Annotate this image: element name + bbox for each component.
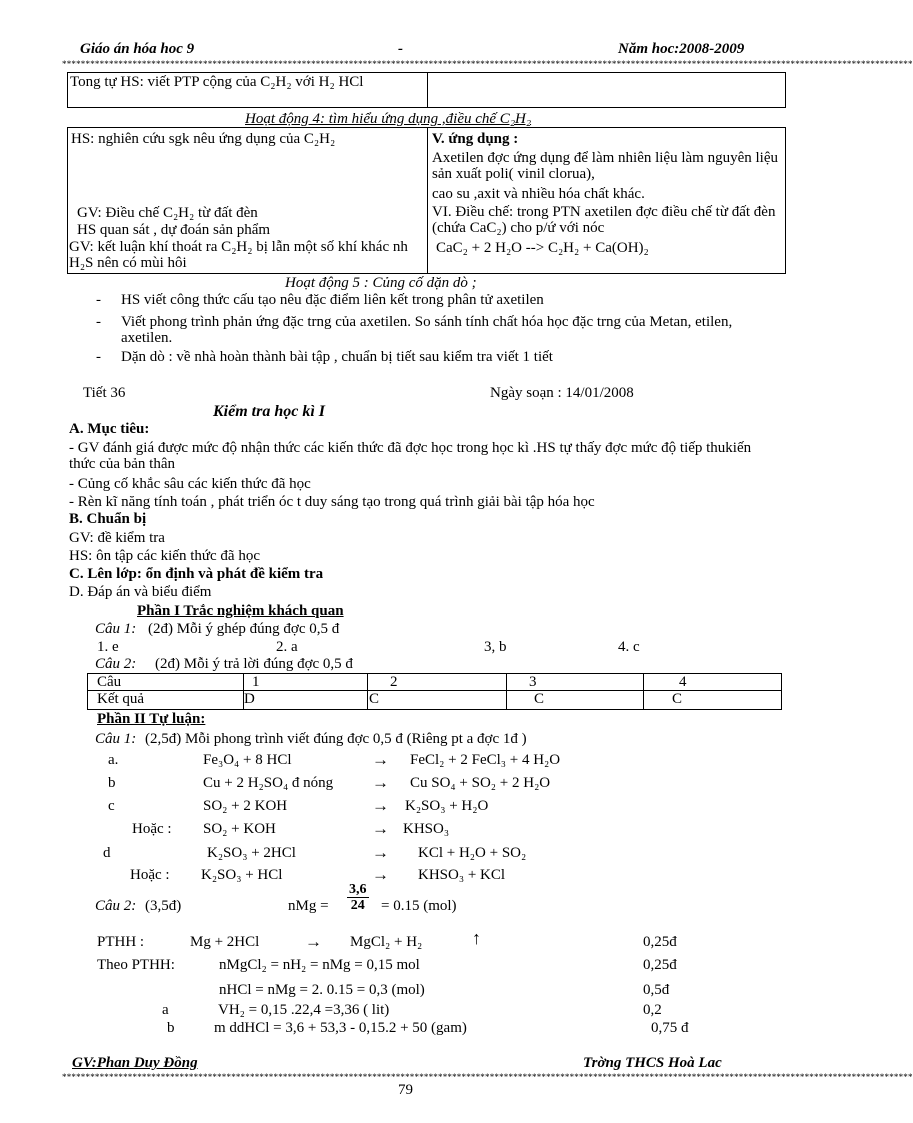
footer-left: GV:Phan Duy Đồng bbox=[72, 1055, 198, 1071]
section-b-title: B. Chuẩn bị bbox=[69, 511, 147, 527]
part1-cau1-label: Câu 1: bbox=[95, 621, 137, 637]
eq-a-rhs: FeCl₂ + 2 FeCl₃ + 4 H₂O bbox=[410, 752, 561, 768]
pthh-score: 0,25đ bbox=[643, 934, 677, 950]
hd5-item-3: Dặn dò : về nhà hoàn thành bài tập , chuẩn bị tiết sau kiểm tra viết 1 tiết bbox=[121, 349, 553, 365]
theo-label: Theo PTHH: bbox=[97, 957, 175, 973]
answer-table-head-1: 1 bbox=[252, 674, 260, 690]
arrow-icon: → bbox=[372, 750, 389, 769]
top-table-divider bbox=[427, 72, 428, 107]
lesson-date: Ngày soạn : 14/01/2008 bbox=[490, 385, 634, 401]
answer-2: 2. a bbox=[276, 639, 298, 655]
part1-cau1-text: (2đ) Mỗi ý ghép đúng đợc 0,5 đ bbox=[148, 621, 340, 637]
hd4-right-3: cao su ,axit và nhiều hóa chất khác. bbox=[432, 186, 645, 202]
part2-cau2-text: (3,5đ) bbox=[145, 898, 182, 914]
pthh-rhs: MgCl₂ + H₂ bbox=[350, 934, 423, 950]
page-number: 79 bbox=[398, 1082, 413, 1098]
section-c-title: C. Lên lớp: ổn định và phát đề kiểm tra bbox=[69, 566, 324, 582]
hd4-left-2: GV: Điều chế C₂H₂ từ đất đèn bbox=[77, 205, 258, 221]
eq-b-lhs: Cu + 2 H₂SO₄ đ nóng bbox=[203, 775, 334, 791]
fraction bbox=[347, 882, 369, 913]
section-d-title: D. Đáp án và biểu điểm bbox=[69, 584, 212, 600]
eq-c-rhs: K₂SO₃ + H₂O bbox=[405, 798, 489, 814]
lesson-title: Kiểm tra học kì I bbox=[213, 403, 326, 420]
n-mg-rhs: = 0.15 (mol) bbox=[381, 898, 457, 914]
hd4-left-3: HS quan sát , dự đoán sản phẩm bbox=[77, 222, 271, 238]
part1-cau2-label: Câu 2: bbox=[95, 656, 137, 672]
answer-table-cell-4: C bbox=[672, 691, 683, 707]
section-b-item-1: GV: đề kiểm tra bbox=[69, 530, 165, 546]
eq-b-rhs: Cu SO₄ + SO₂ + 2 H₂O bbox=[410, 775, 551, 791]
section-a-item-1: - GV đánh giá được mức độ nhận thức các kiến thức đã đợc học trong học kì .HS tự thấy đợc mức độ tiếp thukiến thức của bản thân bbox=[69, 440, 752, 472]
eq-c-lhs: SO₂ + 2 KOH bbox=[203, 798, 288, 814]
answer-table-col-2 bbox=[367, 673, 368, 709]
part2-cau2-label: Câu 2: bbox=[95, 898, 137, 914]
section-a-item-3: - Rèn kĩ năng tính toán , phát triển óc t duy sáng tạo trong quá trình giải bài tập hóa học bbox=[69, 494, 595, 510]
arrow-icon: → bbox=[372, 773, 389, 792]
arrow-icon: → bbox=[372, 843, 389, 862]
arrow-icon: → bbox=[372, 865, 389, 884]
eq-d-lhs: K₂SO₃ + 2HCl bbox=[207, 845, 296, 861]
n-mg-lhs: nMg = bbox=[288, 898, 329, 914]
a-score: 0,2 bbox=[643, 1002, 662, 1018]
eq-d2-rhs: KHSO₃ + KCl bbox=[418, 867, 506, 883]
nhcl-eq: nHCl = nMg = 2. 0.15 = 0,3 (mol) bbox=[219, 982, 425, 998]
eq-d-rhs: KCl + H₂O + SO₂ bbox=[418, 845, 527, 861]
answer-1: 1. e bbox=[97, 639, 119, 655]
header-stars: ************************************************************************************************************************************************************************************* bbox=[62, 59, 913, 69]
section-a-item-2: - Củng cố khắc sâu các kiến thức đã học bbox=[69, 476, 311, 492]
b-label: b bbox=[167, 1020, 175, 1036]
part1-title: Phần I Trắc nghiệm khách quan bbox=[137, 603, 344, 619]
footer-stars: ************************************************************************************************************************************************************************************* bbox=[62, 1072, 913, 1082]
answer-table-head-3: 3 bbox=[529, 674, 537, 690]
hd4-left-4: GV: kết luận khí thoát ra C₂H₂ bị lẫn một số khí khác nh H₂S nên có mùi hôi bbox=[69, 239, 408, 271]
hd4-right-2: Axetilen đợc ứng dụng để làm nhiên liệu làm nguyên liệu sản xuất poli( vinil clorua), bbox=[432, 150, 778, 182]
eq-d2-lhs: K₂SO₃ + HCl bbox=[201, 867, 283, 883]
pthh-label: PTHH : bbox=[97, 934, 145, 950]
part1-cau2-text: (2đ) Mỗi ý trả lời đúng đợc 0,5 đ bbox=[155, 656, 353, 672]
fraction-numerator: 3,6 bbox=[349, 882, 367, 897]
part2-cau1-label: Câu 1: bbox=[95, 731, 137, 747]
answer-table-head-0: Câu bbox=[97, 674, 122, 690]
header-left: Giáo án hóa hoc 9 bbox=[80, 41, 195, 57]
arrow-icon: → bbox=[372, 796, 389, 815]
hd4-divider bbox=[427, 127, 428, 273]
answer-table-cell-2: C bbox=[369, 691, 380, 707]
answer-table-col-4 bbox=[643, 673, 644, 709]
hd5-dash-3: - bbox=[96, 349, 101, 365]
arrow-icon: → bbox=[305, 932, 322, 951]
nhcl-score: 0,5đ bbox=[643, 982, 670, 998]
eq-a-key: a. bbox=[108, 752, 119, 768]
top-table-cell: Tong tự HS: viết PTP cộng của C₂H₂ với H₂ HCl bbox=[70, 74, 364, 90]
lesson-tiet: Tiết 36 bbox=[83, 385, 126, 401]
part2-cau1-text: (2,5đ) Mỗi phong trình viết đúng đợc 0,5 đ (Riêng pt a đợc 1đ ) bbox=[145, 731, 527, 747]
answer-table-head-4: 4 bbox=[679, 674, 687, 690]
section-b-item-2: HS: ôn tập các kiến thức đã học bbox=[69, 548, 260, 564]
eq-c2-rhs: KHSO₃ bbox=[403, 821, 450, 837]
pthh-lhs: Mg + 2HCl bbox=[190, 934, 260, 950]
hd4-right-5: CaC₂ + 2 H₂O --> C₂H₂ + Ca(OH)₂ bbox=[436, 240, 649, 256]
hd5-dash-2: - bbox=[96, 314, 101, 330]
answer-3: 3, b bbox=[484, 639, 507, 655]
answer-table-col-3 bbox=[506, 673, 507, 709]
answer-table-cell-3: C bbox=[534, 691, 545, 707]
eq-d2-key: Hoặc : bbox=[130, 867, 170, 883]
b-eq: m ddHCl = 3,6 + 53,3 - 0,15.2 + 50 (gam) bbox=[214, 1020, 467, 1036]
a-label: a bbox=[162, 1002, 169, 1018]
hd4-right-4: VI. Điều chế: trong PTN axetilen đợc điều chế từ đất đèn (chứa CaC₂) cho p/ứ với nóc bbox=[432, 204, 776, 236]
hd5-item-1: HS viết công thức cấu tạo nêu đặc điểm liên kết trong phân tử axetilen bbox=[121, 292, 544, 308]
theo-score: 0,25đ bbox=[643, 957, 677, 973]
eq-b-key: b bbox=[108, 775, 116, 791]
answer-table-head-2: 2 bbox=[390, 674, 398, 690]
eq-a-lhs: Fe₃O₄ + 8 HCl bbox=[203, 752, 292, 768]
hd4-right-1: V. ứng dụng : bbox=[432, 131, 519, 147]
hd4-left-1: HS: nghiên cứu sgk nêu ứng dụng của C₂H₂ bbox=[71, 131, 336, 147]
a-eq: VH₂ = 0,15 .22,4 =3,36 ( lit) bbox=[218, 1002, 390, 1018]
hd5-dash-1: - bbox=[96, 292, 101, 308]
answer-4: 4. c bbox=[618, 639, 640, 655]
answer-table-cell-1: D bbox=[244, 691, 255, 707]
answer-table-cell-0: Kết quả bbox=[97, 691, 145, 707]
header-right: Năm hoc:2008-2009 bbox=[618, 41, 745, 57]
part2-title: Phần II Tự luận: bbox=[97, 711, 206, 727]
up-arrow-icon: ↑ bbox=[472, 928, 481, 948]
b-score: 0,75 đ bbox=[651, 1020, 689, 1036]
theo-eq: nMgCl₂ = nH₂ = nMg = 0,15 mol bbox=[219, 957, 420, 973]
eq-c2-lhs: SO₂ + KOH bbox=[203, 821, 276, 837]
header-mid: - bbox=[398, 41, 403, 57]
arrow-icon: → bbox=[372, 819, 389, 838]
section-a-title: A. Mục tiêu: bbox=[69, 421, 150, 437]
fraction-denominator: 24 bbox=[350, 898, 365, 913]
hd5-item-2: Viết phong trình phản ứng đặc trng của axetilen. So sánh tính chất hóa học đặc trng của Metan, etilen, axetilen. bbox=[121, 314, 733, 346]
eq-d-key: d bbox=[103, 845, 111, 861]
eq-c-key: c bbox=[108, 798, 115, 814]
hd4-title: Hoạt động 4: tìm hiểu ứng dụng ,điều chế C₂H₂ bbox=[245, 111, 532, 127]
eq-c2-key: Hoặc : bbox=[132, 821, 172, 837]
footer-right: Trờng THCS Hoà Lac bbox=[583, 1055, 722, 1071]
hd5-title: Hoạt động 5 : Củng cố dặn dò ; bbox=[285, 275, 477, 291]
